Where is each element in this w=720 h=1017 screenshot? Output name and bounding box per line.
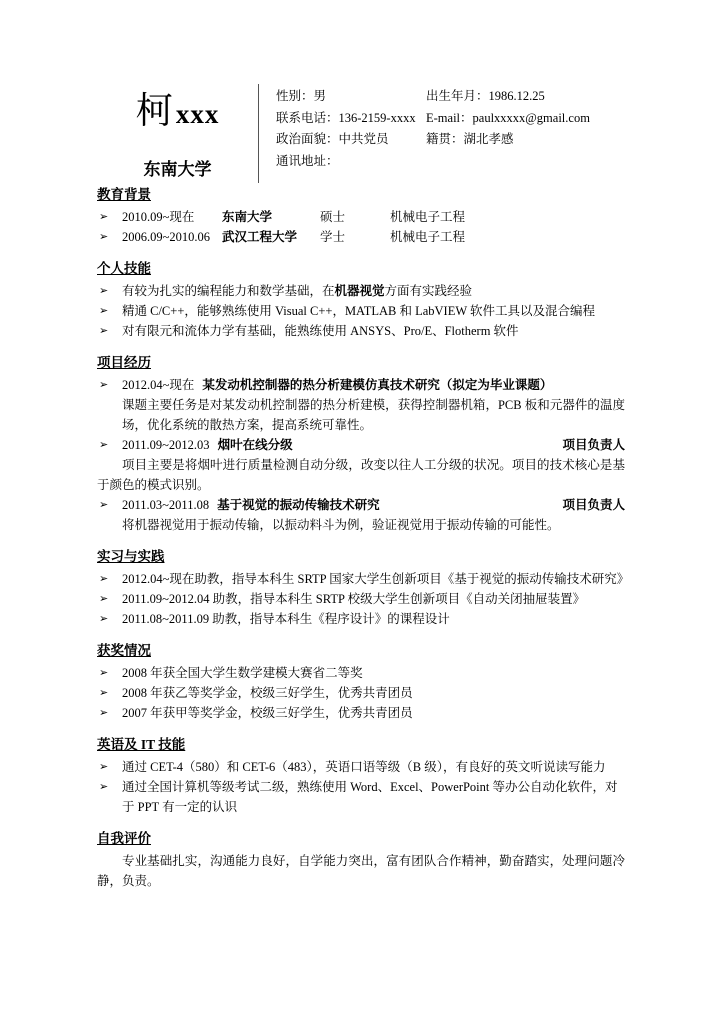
address-field: [276, 151, 426, 173]
bullet-arrow-icon: ➢: [99, 707, 109, 719]
bullet-arrow-icon: ➢: [99, 781, 109, 793]
section-skills: [97, 261, 625, 341]
info-row: [276, 86, 625, 108]
bullet-arrow-icon: ➢: [99, 761, 109, 773]
bullet-arrow-icon: ➢: [99, 439, 109, 451]
education-degree: 学士: [320, 230, 346, 244]
project-description: 将机器视觉用于振动传输，以振动料斗为例，验证视觉用于振动传输的可能性。: [122, 518, 560, 532]
list-item-body: 2011.09~2012.04 助教，指导本科生 SRTP 校级大学生创新项目《自动关闭抽屉装置》: [122, 592, 586, 606]
list-item-body: 2011.08~2011.09 助教，指导本科生《程序设计》的课程设计: [122, 612, 450, 626]
list-item: [97, 683, 625, 703]
info-empty-cell: [426, 151, 625, 173]
section-title: 获奖情况: [97, 643, 151, 658]
list-item-body: 通过全国计算机等级考试二级，熟练使用 Word、Excel、PowerPoint 等办公自动化软件，对于 PPT 有一定的认识: [122, 780, 618, 814]
section-projects: [97, 355, 625, 535]
list-item-body: [122, 207, 625, 227]
list-item: [97, 281, 625, 301]
info-row: [276, 151, 625, 173]
gender-field: [276, 86, 426, 108]
field-value: 1986.12.25: [488, 89, 545, 103]
section-title: 实习与实践: [97, 549, 165, 564]
list-item-body: 对有限元和流体力学有基础，能熟练使用 ANSYS、Pro/E、Flotherm 软件: [122, 324, 519, 338]
education-date: 2006.09~2010.06: [122, 230, 211, 244]
bullet-arrow-icon: ➢: [99, 325, 109, 337]
candidate-name: [97, 90, 258, 141]
bullet-arrow-icon: ➢: [99, 687, 109, 699]
project-title: 烟叶在线分级: [217, 438, 293, 452]
hometown-field: [426, 129, 625, 151]
list-item: [97, 375, 625, 395]
list-item: [97, 435, 625, 455]
section-practice: [97, 549, 630, 629]
bullet-arrow-icon: ➢: [99, 379, 109, 391]
education-degree: 硕士: [320, 210, 346, 224]
bullet-arrow-icon: ➢: [99, 499, 109, 511]
project-description: 课题主要任务是对某发动机控制器的热分析建模，获得控制器机箱，PCB 板和元器件的温度场，优化系统的散热方案，提高系统可靠性。: [122, 398, 625, 432]
project-title: 某发动机控制器的热分析建模仿真技术研究（拟定为毕业课题）: [202, 378, 553, 392]
resume-body: [97, 187, 630, 891]
project-title: 基于视觉的振动传输技术研究: [217, 498, 380, 512]
name-surname: 柯: [135, 91, 173, 132]
info-row: [276, 129, 625, 151]
bullet-arrow-icon: ➢: [99, 231, 109, 243]
list-item: [97, 609, 625, 629]
list-item: [97, 301, 625, 321]
name-masked: xxx: [175, 99, 220, 129]
bullet-arrow-icon: ➢: [99, 593, 109, 605]
education-major: 机械电子工程: [390, 210, 466, 224]
field-label: 政治面貌：: [276, 132, 339, 146]
section-awards: [97, 643, 625, 723]
project-date: 2011.09~2012.03: [122, 438, 210, 452]
education-major: 机械电子工程: [390, 230, 466, 244]
project-description: 项目主要是将烟叶进行质量检测自动分级，改变以往人工分级的状况。项目的技术核心是基于颜色的模式识别。: [97, 458, 625, 492]
list-item-body: 2008 年获全国大学生数学建模大赛省二等奖: [122, 666, 363, 680]
field-value: 136-2159-xxxx: [338, 110, 416, 125]
info-row: [276, 108, 625, 130]
list-item: [97, 663, 625, 683]
political-status-field: [276, 129, 426, 151]
bullet-arrow-icon: ➢: [99, 667, 109, 679]
field-label: 籍贯：: [426, 132, 464, 146]
bullet-arrow-icon: ➢: [99, 305, 109, 317]
list-item-body: [122, 375, 625, 395]
education-school: 东南大学: [222, 210, 273, 224]
section-title: 英语及 IT 技能: [97, 737, 186, 752]
phone-field: [276, 108, 426, 130]
list-item-body: 2007 年获甲等奖学金，校级三好学生，优秀共青团员: [122, 706, 413, 720]
section-english-it: [97, 737, 625, 817]
list-item-body: [122, 435, 625, 455]
section-self-evaluation: [97, 831, 625, 891]
field-label: 出生年月：: [426, 89, 489, 103]
list-item: [97, 777, 625, 817]
name-block: [97, 84, 258, 183]
list-item-body: [122, 281, 625, 301]
list-item-body: 2012.04~现在助教，指导本科生 SRTP 国家大学生创新项目《基于视觉的振动传输技术研究》: [122, 572, 630, 586]
project-date: 2012.04~现在: [122, 378, 195, 392]
field-label: E-mail：: [426, 110, 473, 125]
section-title: 项目经历: [97, 355, 151, 370]
list-item: [97, 589, 625, 609]
list-item-body: [122, 495, 625, 515]
list-item-body: 通过 CET-4（580）和 CET-6（483），英语口语等级（B 级），有良好的英文听说读写能力: [122, 760, 606, 774]
list-item-body: 2008 年获乙等奖学金，校级三好学生，优秀共青团员: [122, 686, 413, 700]
project-role: 项目负责人: [562, 498, 625, 512]
bullet-arrow-icon: ➢: [99, 573, 109, 585]
project-date: 2011.03~2011.08: [122, 498, 210, 512]
education-date: 2010.09~现在: [122, 210, 195, 224]
affiliation: 东南大学: [143, 160, 212, 179]
list-item-body: 精通 C/C++，能够熟练使用 Visual C++，MATLAB 和 LabVIEW 软件工具以及混合编程: [122, 304, 596, 318]
field-value: 中共党员: [338, 132, 389, 146]
birthdate-field: [426, 86, 625, 108]
field-value: 湖北孝感: [463, 132, 514, 146]
email-field: [426, 108, 625, 130]
list-item: [97, 569, 630, 589]
section-paragraph: 专业基础扎实，沟通能力良好，自学能力突出，富有团队合作精神，勤奋踏实，处理问题冷静，负责。: [97, 854, 625, 888]
plain-text: 有较为扎实的编程能力和数学基础，在: [122, 284, 335, 298]
field-value: paulxxxxx@gmail.com: [472, 110, 590, 125]
list-item: [97, 703, 625, 723]
highlighted-text: 机器视觉: [334, 284, 385, 298]
section-title: 个人技能: [97, 261, 151, 276]
plain-text: 方面有实践经验: [384, 284, 473, 298]
contact-info: [258, 84, 625, 183]
bullet-arrow-icon: ➢: [99, 285, 109, 297]
list-item-body: [122, 227, 625, 247]
list-item: [97, 321, 625, 341]
education-school: 武汉工程大学: [222, 230, 298, 244]
field-value: 男: [313, 89, 327, 103]
bullet-arrow-icon: ➢: [99, 613, 109, 625]
bullet-arrow-icon: ➢: [99, 211, 109, 223]
project-role: 项目负责人: [562, 438, 625, 452]
list-item: [97, 495, 625, 515]
field-label: 联系电话：: [276, 110, 339, 125]
field-label: 通讯地址：: [276, 153, 339, 168]
section-education: [97, 187, 625, 247]
list-item: [97, 207, 625, 227]
field-label: 性别：: [276, 89, 314, 103]
section-title: 教育背景: [97, 187, 151, 202]
section-title: 自我评价: [97, 831, 151, 846]
list-item: [97, 227, 625, 247]
list-item: [97, 757, 625, 777]
resume-header: [97, 84, 625, 183]
